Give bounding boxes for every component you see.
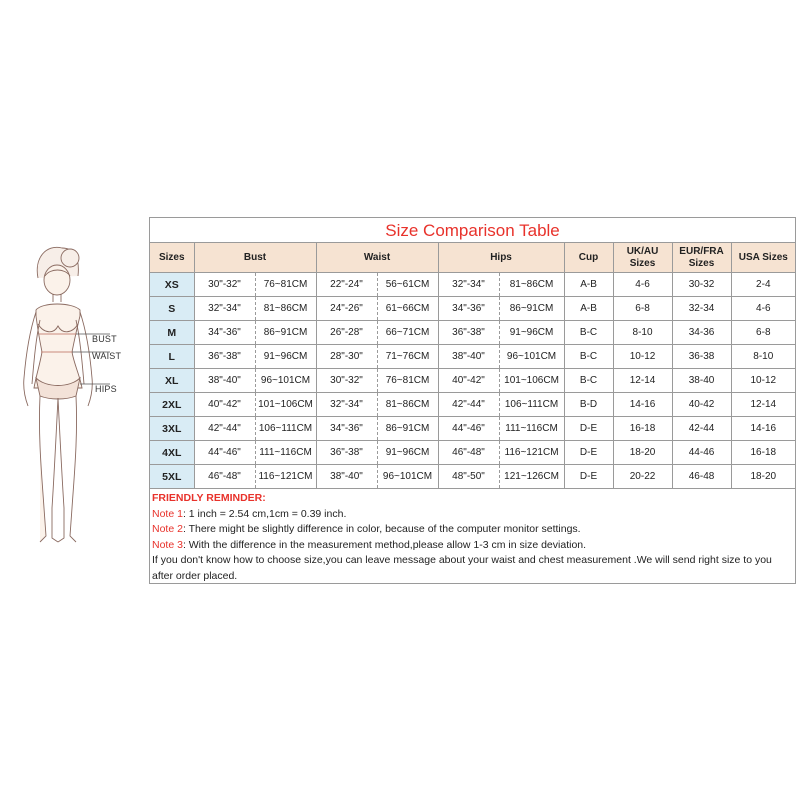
bust-cm-cell: 106~111CM [255,417,316,441]
bust-cm-cell: 116~121CM [255,465,316,489]
usa-size-cell: 2-4 [731,273,795,297]
hips-inches-cell: 32"-34" [438,273,499,297]
waist-inches-cell: 38"-40" [316,465,377,489]
header-bust: Bust [194,243,316,273]
size-cell: S [150,297,194,321]
eur-fra-size-cell: 36-38 [672,345,731,369]
header-cup: Cup [564,243,613,273]
usa-size-cell: 16-18 [731,441,795,465]
note-3 [152,538,795,554]
bust-cm-cell: 81~86CM [255,297,316,321]
cup-cell: B-C [564,369,613,393]
hips-inches-cell: 48"-50" [438,465,499,489]
eur-fra-size-cell: 30-32 [672,273,731,297]
size-cell: 3XL [150,417,194,441]
hips-cm-cell: 86~91CM [499,297,564,321]
waist-cm-cell: 96~101CM [377,465,438,489]
header-usa: USA Sizes [731,243,795,273]
hips-inches-cell: 42"-44" [438,393,499,417]
hips-cm-cell: 116~121CM [499,441,564,465]
waist-inches-cell: 36"-38" [316,441,377,465]
hips-cm-cell: 81~86CM [499,273,564,297]
hips-inches-cell: 46"-48" [438,441,499,465]
waist-inches-cell: 32"-34" [316,393,377,417]
usa-size-cell: 14-16 [731,417,795,441]
hips-inches-cell: 36"-38" [438,321,499,345]
bust-cm-cell: 76~81CM [255,273,316,297]
waist-cm-cell: 81~86CM [377,393,438,417]
size-cell: XL [150,369,194,393]
uk-au-size-cell: 8-10 [613,321,672,345]
cup-cell: B-D [564,393,613,417]
size-cell: XS [150,273,194,297]
bust-inches-cell: 42"-44" [194,417,255,441]
note-2-tag: Note 2 [152,523,183,535]
uk-au-size-cell: 6-8 [613,297,672,321]
bust-cm-cell: 111~116CM [255,441,316,465]
waist-inches-cell: 34"-36" [316,417,377,441]
usa-size-cell: 6-8 [731,321,795,345]
body-silhouette-illustration [10,238,138,548]
usa-size-cell: 10-12 [731,369,795,393]
note-1-text: : 1 inch = 2.54 cm,1cm = 0.39 inch. [182,507,347,520]
bust-label: BUST [92,334,117,344]
table-row [150,441,795,465]
header-hips: Hips [438,243,564,273]
uk-au-size-cell: 18-20 [613,441,672,465]
table-row [150,369,795,393]
eur-fra-size-cell: 34-36 [672,321,731,345]
friendly-reminder: FRIENDLY REMINDER: [152,492,266,504]
eur-fra-size-cell: 42-44 [672,417,731,441]
hips-cm-cell: 91~96CM [499,321,564,345]
bust-cm-cell: 86~91CM [255,321,316,345]
uk-au-size-cell: 14-16 [613,393,672,417]
bust-cm-cell: 101~106CM [255,393,316,417]
table-row [150,465,795,489]
hips-cm-cell: 101~106CM [499,369,564,393]
waist-inches-cell: 26"-28" [316,321,377,345]
bust-cm-cell: 91~96CM [255,345,316,369]
waist-cm-cell: 91~96CM [377,441,438,465]
header-uk-au: UK/AU Sizes [613,243,672,273]
note-3-tag: Note 3 [152,538,183,551]
header-waist: Waist [316,243,438,273]
header-sizes: Sizes [150,243,194,273]
body-measurement-figure [10,238,138,548]
table-row [150,321,795,345]
hips-inches-cell: 40"-42" [438,369,499,393]
waist-cm-cell: 76~81CM [377,369,438,393]
cup-cell: B-C [564,321,613,345]
size-cell: 5XL [150,465,194,489]
table-row [150,297,795,321]
size-cell: 2XL [150,393,194,417]
note-1 [152,507,795,523]
notes-section [150,489,795,584]
cup-cell: D-E [564,465,613,489]
usa-size-cell: 4-6 [731,297,795,321]
size-cell: M [150,321,194,345]
bust-inches-cell: 44"-46" [194,441,255,465]
uk-au-size-cell: 10-12 [613,345,672,369]
eur-fra-size-cell: 44-46 [672,441,731,465]
uk-au-size-cell: 20-22 [613,465,672,489]
table-row [150,273,795,297]
size-cell: 4XL [150,441,194,465]
hips-inches-cell: 34"-36" [438,297,499,321]
size-comparison-sheet [149,217,796,584]
size-table [150,243,795,489]
cup-cell: A-B [564,297,613,321]
usa-size-cell: 8-10 [731,345,795,369]
note-3-text: : With the difference in the measurement method,please allow 1-3 cm in size deviation. [182,538,587,551]
bust-cm-cell: 96~101CM [255,369,316,393]
bust-inches-cell: 38"-40" [194,369,255,393]
cup-cell: A-B [564,273,613,297]
waist-inches-cell: 24"-26" [316,297,377,321]
cup-cell: D-E [564,417,613,441]
eur-fra-size-cell: 40-42 [672,393,731,417]
eur-fra-size-cell: 38-40 [672,369,731,393]
header-eur-fra: EUR/FRA Sizes [672,243,731,273]
waist-inches-cell: 22"-24" [316,273,377,297]
waist-inches-cell: 28"-30" [316,345,377,369]
bust-inches-cell: 46"-48" [194,465,255,489]
hips-inches-cell: 38"-40" [438,345,499,369]
table-row [150,393,795,417]
hips-label: HIPS [95,384,117,394]
table-row [150,345,795,369]
bust-inches-cell: 36"-38" [194,345,255,369]
note-1-tag: Note 1 [152,507,183,520]
usa-size-cell: 12-14 [731,393,795,417]
eur-fra-size-cell: 32-34 [672,297,731,321]
bust-inches-cell: 32"-34" [194,297,255,321]
eur-fra-size-cell: 46-48 [672,465,731,489]
bust-inches-cell: 30"-32" [194,273,255,297]
table-title: Size Comparison Table [150,218,795,243]
hips-cm-cell: 96~101CM [499,345,564,369]
header-row [150,243,795,273]
size-advice-message: If you don't know how to choose size,you can leave message about your waist and chest measurement .We will send right size to you after order placed. [152,554,772,582]
uk-au-size-cell: 12-14 [613,369,672,393]
waist-cm-cell: 71~76CM [377,345,438,369]
note-2-text: : There might be slightly difference in color, because of the computer monitor settings. [182,523,581,535]
waist-inches-cell: 30"-32" [316,369,377,393]
size-cell: L [150,345,194,369]
waist-cm-cell: 86~91CM [377,417,438,441]
uk-au-size-cell: 16-18 [613,417,672,441]
cup-cell: B-C [564,345,613,369]
cup-cell: D-E [564,441,613,465]
waist-cm-cell: 61~66CM [377,297,438,321]
uk-au-size-cell: 4-6 [613,273,672,297]
usa-size-cell: 18-20 [731,465,795,489]
hips-cm-cell: 106~111CM [499,393,564,417]
table-row [150,417,795,441]
bust-inches-cell: 40"-42" [194,393,255,417]
hips-cm-cell: 121~126CM [499,465,564,489]
waist-cm-cell: 56~61CM [377,273,438,297]
hips-cm-cell: 111~116CM [499,417,564,441]
waist-label: WAIST [92,351,122,361]
note-2 [152,522,795,538]
hips-inches-cell: 44"-46" [438,417,499,441]
bust-inches-cell: 34"-36" [194,321,255,345]
waist-cm-cell: 66~71CM [377,321,438,345]
